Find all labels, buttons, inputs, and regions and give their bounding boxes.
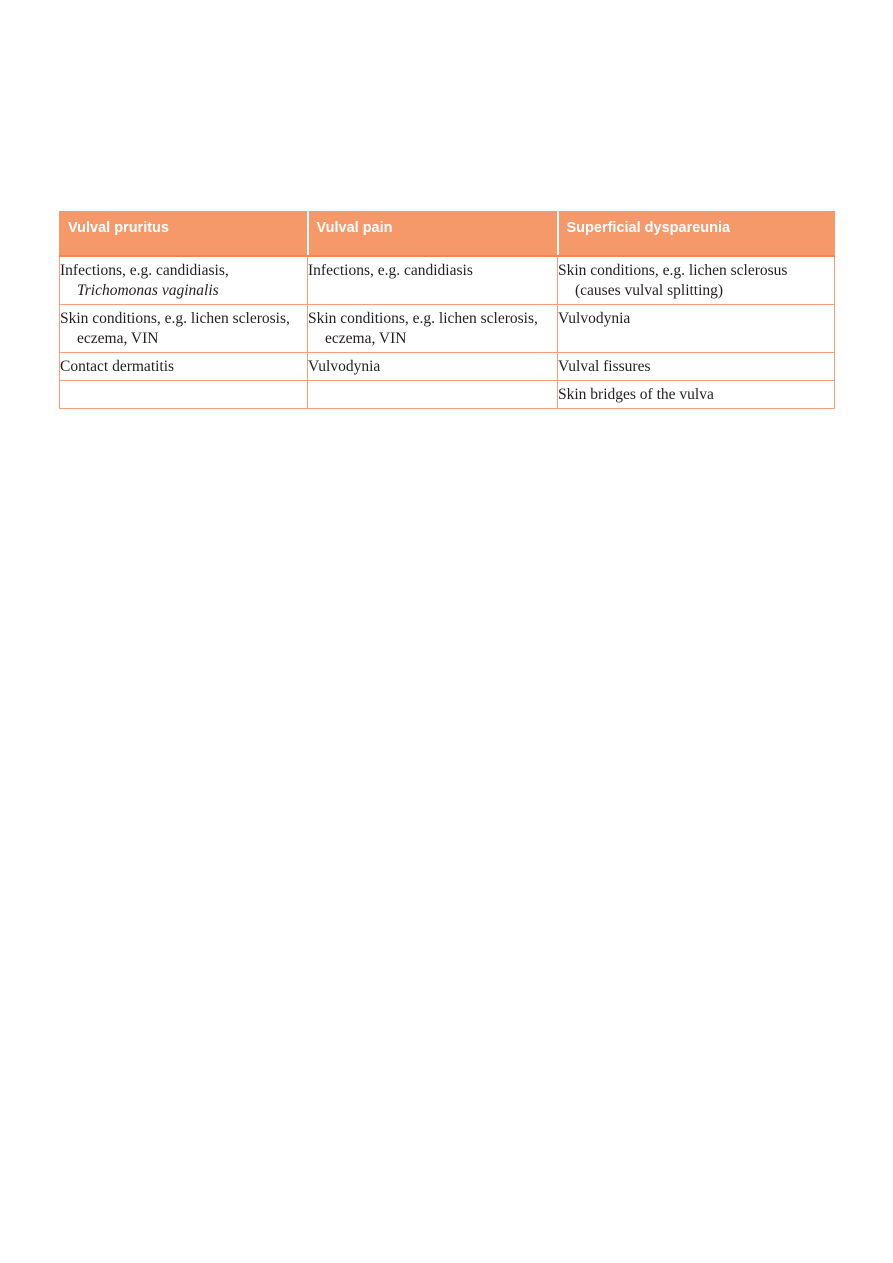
table-cell <box>308 380 558 408</box>
table-cell: Skin bridges of the vulva <box>558 380 835 408</box>
table-cell: Contact dermatitis <box>60 352 308 380</box>
table-cell: Skin conditions, e.g. lichen sclerosus (causes vulval splitting) <box>558 256 835 305</box>
header-vulval-pain: Vulval pain <box>308 212 558 256</box>
table-cell: Vulvodynia <box>308 352 558 380</box>
table-cell: Vulvodynia <box>558 304 835 352</box>
header-superficial-dyspareunia: Superficial dyspareunia <box>558 212 835 256</box>
table-cell: Skin conditions, e.g. lichen sclerosis, eczema, VIN <box>60 304 308 352</box>
table-cell: Skin conditions, e.g. lichen sclerosis, eczema, VIN <box>308 304 558 352</box>
vulval-symptoms-table <box>59 211 835 409</box>
symptom-table-container <box>59 211 834 409</box>
table-row <box>60 352 835 380</box>
table-cell <box>60 256 308 305</box>
table-header-row <box>60 212 835 256</box>
table-cell: Vulval fissures <box>558 352 835 380</box>
table-cell <box>60 380 308 408</box>
cell-italic-text: Trichomonas vaginalis <box>77 281 219 299</box>
header-vulval-pruritus: Vulval pruritus <box>60 212 308 256</box>
table-row <box>60 380 835 408</box>
table-row <box>60 304 835 352</box>
table-row <box>60 256 835 305</box>
cell-text: Infections, e.g. candidiasis, <box>60 261 229 279</box>
table-cell: Infections, e.g. candidiasis <box>308 256 558 305</box>
